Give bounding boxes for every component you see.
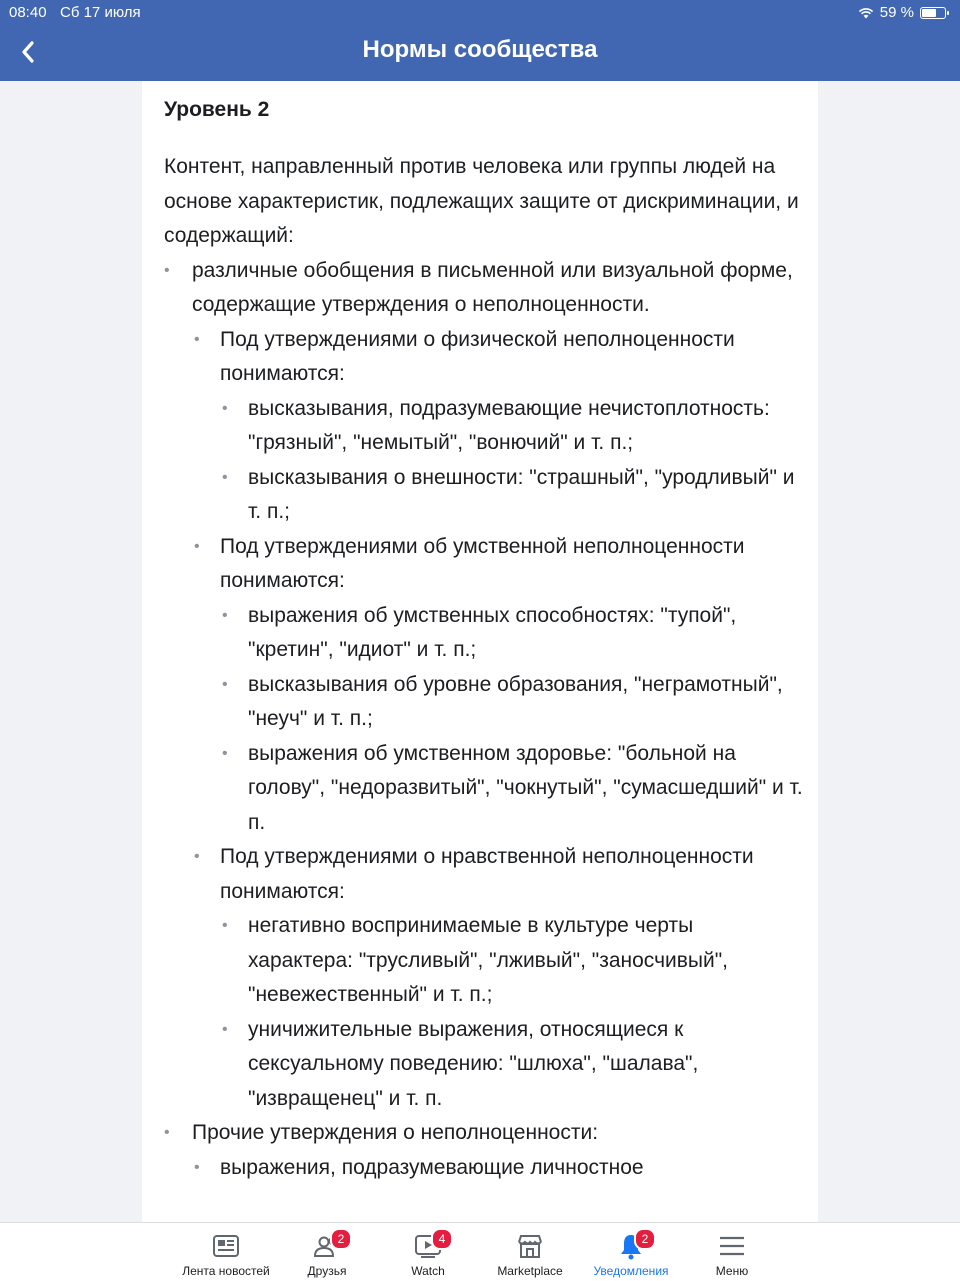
tab-menu[interactable]: [682, 1223, 782, 1281]
notification-badge: 2: [330, 1228, 352, 1250]
tab-label: Лента новостей: [182, 1264, 270, 1278]
menu-icon: [717, 1231, 747, 1261]
tab-label: Меню: [715, 1264, 749, 1278]
tab-label: Marketplace: [497, 1264, 563, 1278]
marketplace-icon: [515, 1231, 545, 1261]
rule-subitem-text: Под утверждениями о нравственной неполноценности понимаются:: [220, 845, 754, 903]
rule-example-list: [220, 392, 804, 530]
rule-example: • выражения об умственном здоровье: "больной на голову", "недоразвитый", "чокнутый", "сумасшедший" и т. п.: [220, 737, 804, 841]
status-indicators: [858, 4, 946, 21]
rule-example-list: [220, 909, 804, 1116]
content-body: [164, 95, 804, 1185]
rule-item-text: Прочие утверждения о неполноценности:: [192, 1121, 599, 1144]
rule-example: • высказывания, подразумевающие нечистоплотность: "грязный", "немытый", "вонючий" и т. п.;: [220, 392, 804, 461]
rule-item: [164, 1116, 804, 1185]
bottom-tab-bar: [0, 1222, 960, 1281]
rule-subitem-text: Под утверждениями об умственной неполноценности понимаются:: [220, 534, 745, 592]
bell-icon: [616, 1231, 649, 1261]
status-bar: [0, 0, 960, 24]
rule-subitem: [192, 323, 804, 530]
rule-subitem: [192, 840, 804, 1116]
news-feed-icon: [211, 1231, 241, 1261]
tab-label: Друзья: [307, 1264, 347, 1278]
battery-percent: 59 %: [879, 4, 914, 21]
tab-friends[interactable]: [277, 1223, 377, 1281]
status-date: Сб 17 июля: [60, 4, 141, 21]
rule-example: • высказывания о внешности: "страшный", "уродливый" и т. п.;: [220, 461, 804, 530]
rule-example: • выражения об умственных способностях: "тупой", "кретин", "идиот" и т. п.;: [220, 599, 804, 668]
friends-icon: [312, 1231, 345, 1261]
rule-subitem-text: Под утверждениями о физической неполноценности понимаются:: [220, 327, 735, 385]
status-time: 08:40: [9, 4, 47, 21]
rule-example-list: [220, 599, 804, 841]
tab-watch[interactable]: [378, 1223, 478, 1281]
notification-badge: 2: [634, 1228, 656, 1250]
top-bar: [0, 0, 960, 81]
rules-list: [164, 254, 804, 1186]
tab-marketplace[interactable]: [480, 1223, 580, 1281]
battery-icon: [920, 7, 946, 19]
page-title: Нормы сообщества: [362, 36, 598, 63]
intro-paragraph: Контент, направленный против человека или группы людей на основе характеристик, подлежащих защите от дискриминации, и содержащий:: [164, 155, 799, 247]
wifi-icon: [858, 7, 874, 19]
watch-icon: [413, 1231, 446, 1261]
rule-sublist: [192, 323, 804, 1117]
tab-bell[interactable]: [581, 1223, 681, 1281]
rule-example: • высказывания об уровне образования, "неграмотный", "неуч" и т. п.;: [220, 668, 804, 737]
rule-subitem: [192, 530, 804, 841]
rule-item: [164, 254, 804, 1117]
tab-label: Watch: [411, 1264, 445, 1278]
battery-level: [922, 9, 936, 17]
rule-sublist: [192, 1151, 804, 1186]
rule-subitem: [192, 1151, 804, 1186]
community-standards-content[interactable]: [142, 81, 818, 1222]
notification-badge: 4: [431, 1228, 453, 1250]
tab-news-feed[interactable]: [176, 1223, 276, 1281]
rule-subitem-text: выражения, подразумевающие личностное: [220, 1155, 644, 1179]
level-heading: Уровень 2: [164, 98, 270, 121]
rule-item-text: различные обобщения в письменной или визуальной форме, содержащие утверждения о неполноценности.: [192, 258, 793, 316]
rule-example: • уничижительные выражения, относящиеся к сексуальному поведению: "шлюха", "шалава", "извращенец" и т. п.: [220, 1013, 804, 1117]
tab-label: Уведомления: [593, 1264, 669, 1278]
rule-example: • негативно воспринимаемые в культуре черты характера: "трусливый", "лживый", "заносчивый", "невежественный" и т. п.;: [220, 909, 804, 1013]
